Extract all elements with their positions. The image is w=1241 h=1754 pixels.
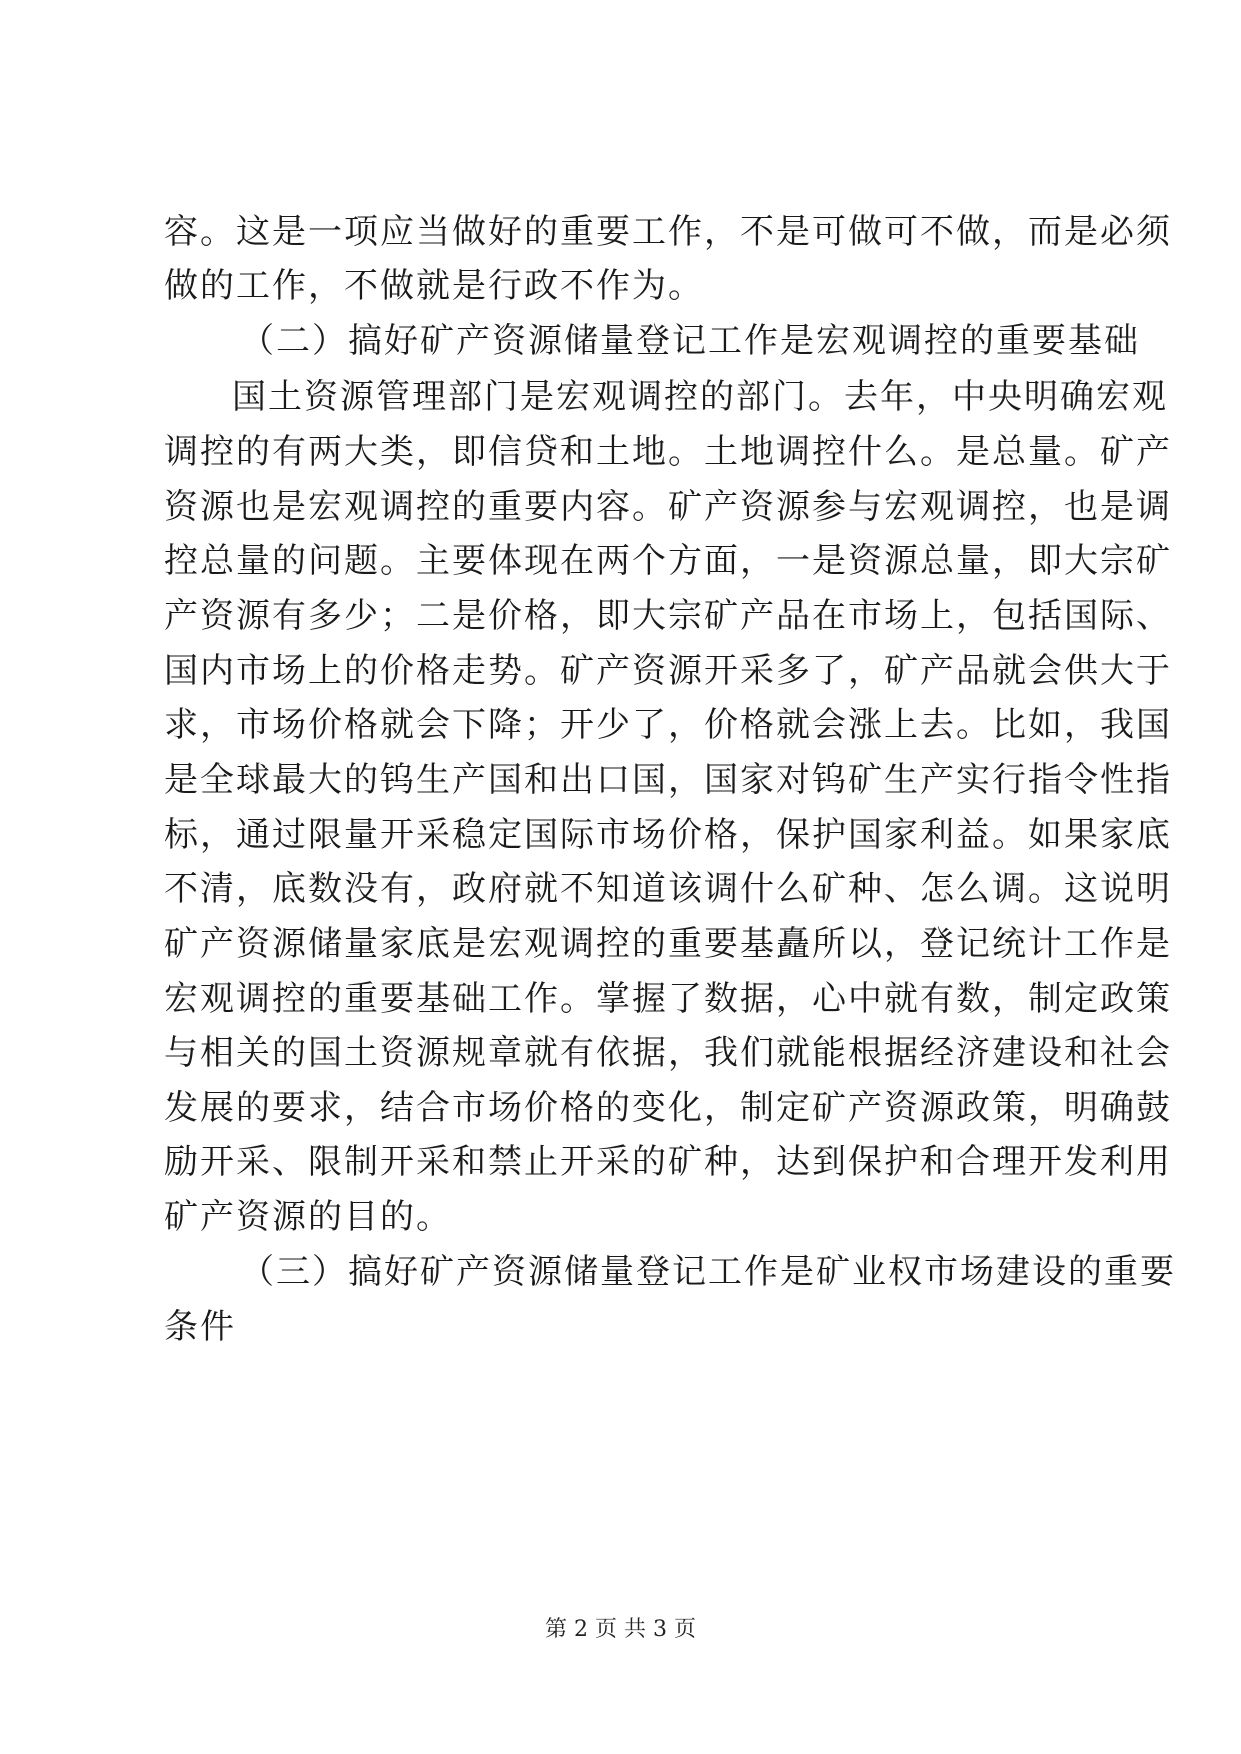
text-line: 发展的要求，结合市场价格的变化，制定矿产资源政策，明确鼓 [164,1088,1172,1128]
text-line: 做的工作，不做就是行政不作为。 [164,266,704,306]
text-line: 容。这是一项应当做好的重要工作，不是可做可不做，而是必须 [164,212,1172,252]
text-line: 矿产资源储量家底是宏观调控的重要基矗所以，登记统计工作是 [164,924,1172,964]
text-line: 控总量的问题。主要体现在两个方面，一是资源总量，即大宗矿 [164,541,1172,581]
section-heading: （二）搞好矿产资源储量登记工作是宏观调控的重要基础 [240,321,1140,361]
text-line: 调控的有两大类，即信贷和土地。土地调控什么。是总量。矿产 [164,432,1172,472]
text-line: 标，通过限量开采稳定国际市场价格，保护国家利益。如果家底 [164,815,1172,855]
text-line: 矿产资源的目的。 [164,1197,452,1237]
text-line: 条件 [164,1307,236,1347]
text-line: 产资源有多少；二是价格，即大宗矿产品在市场上，包括国际、 [164,596,1172,636]
text-line: 资源也是宏观调控的重要内容。矿产资源参与宏观调控，也是调 [164,487,1172,527]
text-line: 国内市场上的价格走势。矿产资源开采多了，矿产品就会供大于 [164,651,1172,691]
paragraph-start-line: 国土资源管理部门是宏观调控的部门。去年，中央明确宏观 [232,377,1168,417]
text-line: 求，市场价格就会下降；开少了，价格就会涨上去。比如，我国 [164,705,1172,745]
section-heading: （三）搞好矿产资源储量登记工作是矿业权市场建设的重要 [240,1252,1176,1292]
text-line: 是全球最大的钨生产国和出口国，国家对钨矿生产实行指令性指 [164,760,1172,800]
text-line: 与相关的国土资源规章就有依据，我们就能根据经济建设和社会 [164,1033,1172,1073]
text-line: 不清，底数没有，政府就不知道该调什么矿种、怎么调。这说明 [164,869,1172,909]
page-number-footer: 第 2 页 共 3 页 [545,1617,696,1642]
text-line: 励开采、限制开采和禁止开采的矿种，达到保护和合理开发利用 [164,1142,1172,1182]
text-line: 宏观调控的重要基础工作。掌握了数据，心中就有数，制定政策 [164,979,1172,1019]
